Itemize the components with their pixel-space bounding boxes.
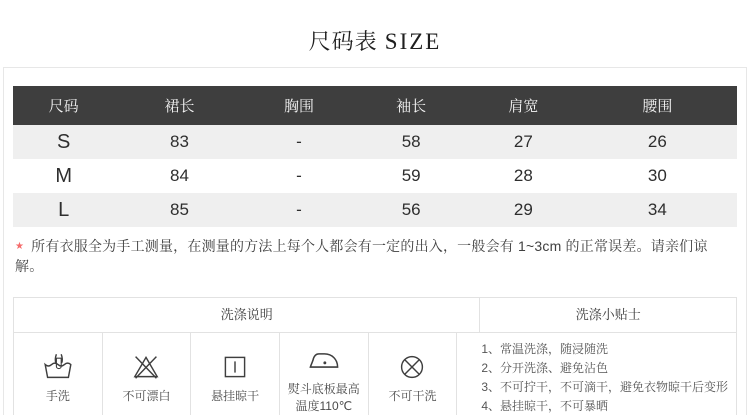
care-symbol-hand-wash <box>14 333 103 415</box>
hang-dry-icon <box>219 351 251 383</box>
no-bleach-icon <box>130 351 162 383</box>
care-symbol-no-bleach <box>103 333 192 415</box>
measurement-note-text: 所有衣服全为手工测量，在测量的方法上每个人都会有一定的出入，一般会有 1~3cm 的正常误差。请亲们谅解。 <box>15 238 708 274</box>
care-tip-1: 1、常温洗涤，随浸随洗 <box>481 342 608 356</box>
care-section <box>13 297 737 415</box>
cell-size: S <box>57 130 71 153</box>
cell-skirt-length: 83 <box>170 132 189 151</box>
size-table-header-row <box>13 86 737 125</box>
care-symbol-hang-dry <box>191 333 280 415</box>
page-title-zh: 尺码表 <box>308 29 378 54</box>
no-dry-clean-icon <box>396 351 428 383</box>
care-symbols <box>14 333 457 415</box>
content-container <box>3 67 747 415</box>
care-tip-2: 2、分开洗涤、避免沾色 <box>481 361 608 375</box>
size-table <box>13 86 737 227</box>
care-tip-3: 3、不可拧干，不可滴干，避免衣物晾干后变形 <box>481 380 728 394</box>
cell-sleeve-length: 58 <box>401 132 421 151</box>
column-header-bust: 胸围 <box>245 86 354 125</box>
cell-bust: - <box>296 200 302 219</box>
care-symbol-iron-max-110 <box>280 333 369 415</box>
cell-sleeve-length: 56 <box>401 200 421 219</box>
cell-size: M <box>55 164 73 187</box>
care-symbol-label: 熨斗底板最高温度110℃ <box>287 381 360 413</box>
cell-sleeve-length: 59 <box>401 166 421 185</box>
iron-max-110-icon <box>307 342 341 376</box>
cell-waist: 26 <box>647 132 667 151</box>
hand-wash-icon <box>42 351 74 383</box>
care-section-body <box>14 333 736 415</box>
cell-bust: - <box>296 132 302 151</box>
care-symbol-label: 不可漂白 <box>122 389 171 404</box>
size-row-l <box>13 193 737 227</box>
care-tips-title: 洗涤小贴士 <box>575 307 641 322</box>
red-star-icon: ★ <box>15 241 25 252</box>
care-tips-list <box>457 333 736 415</box>
size-row-s <box>13 125 737 159</box>
cell-waist: 30 <box>647 166 667 185</box>
cell-shoulder-width: 29 <box>513 200 533 219</box>
cell-bust: - <box>296 166 302 185</box>
cell-size: L <box>58 198 70 221</box>
column-header-skirt-length: 裙长 <box>114 86 244 125</box>
care-symbol-label: 手洗 <box>45 389 70 404</box>
column-header-shoulder-width: 肩宽 <box>469 86 578 125</box>
cell-shoulder-width: 27 <box>513 132 533 151</box>
cell-shoulder-width: 28 <box>513 166 533 185</box>
size-row-m <box>13 159 737 193</box>
page-title-en: SIZE <box>384 29 442 54</box>
column-header-sleeve-length: 袖长 <box>353 86 469 125</box>
care-symbol-label: 不可干洗 <box>388 389 437 404</box>
cell-skirt-length: 84 <box>170 166 189 185</box>
care-section-header <box>14 298 736 333</box>
care-instructions-title: 洗涤说明 <box>14 298 480 332</box>
cell-waist: 34 <box>647 200 667 219</box>
care-symbol-no-dry-clean <box>369 333 458 415</box>
column-header-waist: 腰围 <box>578 86 737 125</box>
page-title <box>0 25 750 56</box>
care-symbol-label: 悬挂晾干 <box>211 389 260 404</box>
cell-skirt-length: 85 <box>170 200 189 219</box>
care-tip-4: 4、悬挂晾干，不可暴晒 <box>481 399 608 413</box>
measurement-note <box>15 236 735 276</box>
column-header-size: 尺码 <box>13 86 114 125</box>
